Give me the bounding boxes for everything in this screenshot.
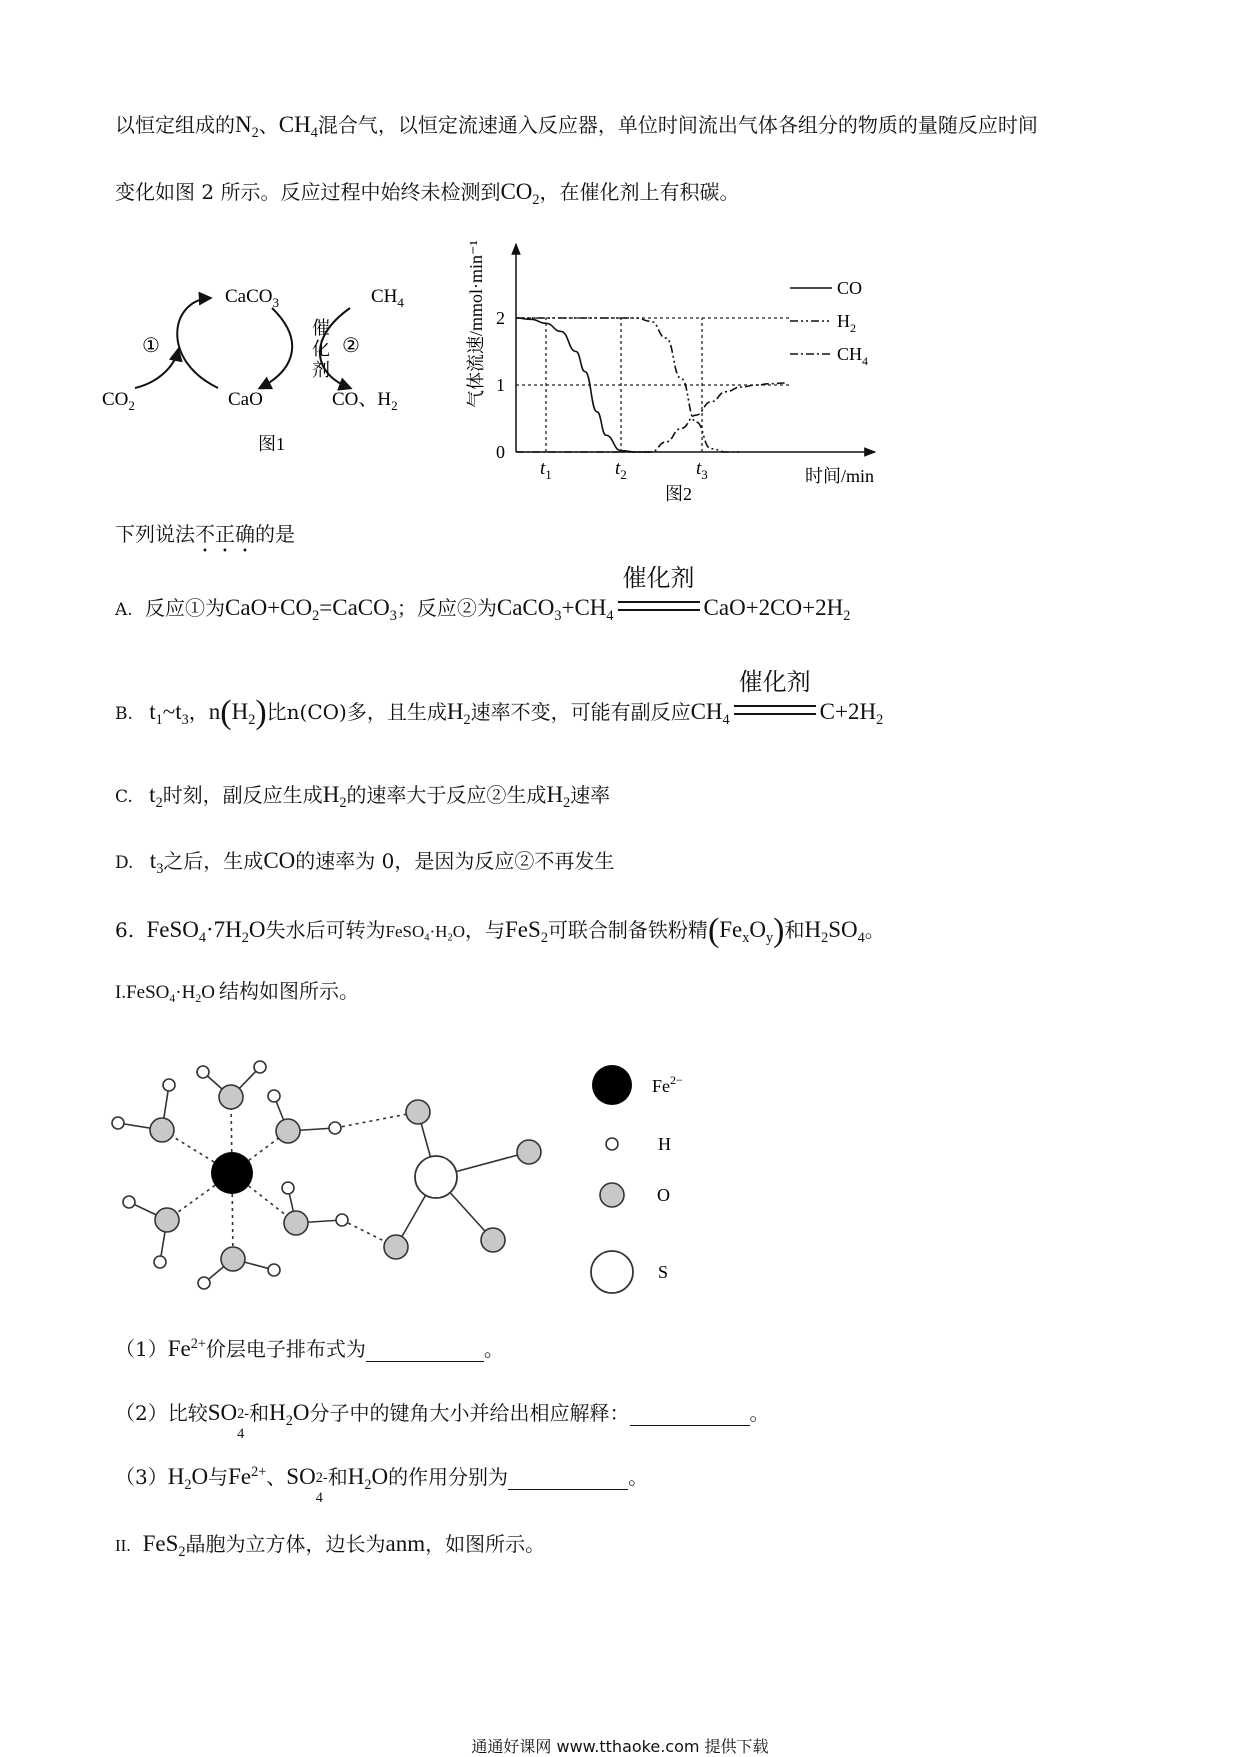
sulfur-atom [415,1156,457,1198]
answer-blank-2[interactable] [630,1405,750,1426]
x-axis-label: 时间/min [805,466,875,486]
legend-fe-label: $Fe^{2-}$ [652,1073,683,1096]
legend-label-h: $H_2$ [837,311,856,335]
part-i-heading: $I.FeSO_4\cdot H_2O$ 结构如图所示。 [115,979,359,1006]
arrow-cao-to-caco3 [177,298,218,388]
figure-2-flow-rate-chart [460,238,980,508]
legend-label-co: CO [837,278,863,298]
intro-line-1: 以恒定组成的$N_2$、$CH_4$混合气，以恒定流速通入反应器，单位时间流出气体各组分的物质的量随反应时间 [115,112,1038,141]
x-tick-label-t2: $t_2$ [615,458,627,482]
answer-blank-1[interactable] [366,1341,484,1362]
subquestion-1: $(1)Fe^{2+}$价层电子排布式为 。 [115,1336,504,1361]
cao-label: CaO [228,389,263,410]
catalyst-condition-a: 催化剂 [618,598,700,618]
x-tick-label-t1: $t_1$ [540,458,552,482]
subquestion-3: $(3)H_2O$与$Fe^{2+}$、SO 2- 4 和$H_2O$的作用分别为 。 [115,1464,649,1506]
y-axis-label: 气体流速/mmol·min⁻¹ [466,240,486,408]
figure-2-caption: 图2 [665,484,692,504]
iron-atom [211,1152,253,1194]
series-line-h2 [516,318,741,452]
option-a[interactable]: A. 反应①为$CaO+CO_2=CaCO_3$；反应②为$CaCO_3+CH_4$ 催化剂 $CaO+2CO+2H_2$ [115,564,851,624]
page-footer: 通通好课网 www.tthaoke.com 提供下载 [471,1737,769,1756]
caco3-label: CaCO$_3$ [225,286,279,310]
catalyst-char-1: 催 [312,318,330,338]
y-tick-label-1: 1 [496,375,505,395]
step-2-label: ② [342,335,360,357]
legend-s-swatch [591,1251,633,1293]
legend-o-label: O [657,1185,670,1205]
co2-label: $CO_2$ [102,389,135,413]
arrow-caco3-to-cao [260,308,292,388]
option-b[interactable]: B. $t_1\sim t_3$，$n(H_2)$比n(CO)多，且生成$H_2$速率不变，可能有副反应$CH_4$ 催化剂 $C+2H_2$ [115,668,884,731]
question-6: 6. $FeSO_4\cdot 7H_2O$失水后可转为$FeSO_4\cdot H_2O$，与FeS$_2$可联合制备铁粉精$(Fe_xO_y)$和$H_2SO_4$。 [115,912,885,949]
ch4-label: $CH_4$ [371,286,404,310]
subquestion-2: （2）比较SO 2- 4 和$H_2O$分子中的键角大小并给出相应解释： 。 [115,1400,770,1442]
figure-1-cycle-diagram [100,270,460,460]
answer-blank-3[interactable] [508,1469,628,1490]
y-tick-label-2: 2 [496,308,505,328]
legend-h-label: H [658,1134,671,1154]
y-tick-label-0: 0 [496,442,505,462]
legend-label-ch: $CH_4$ [837,344,869,368]
x-tick-label-t3: $t_3$ [696,458,708,482]
legend-h-swatch [606,1138,618,1150]
series-line-ch4 [516,383,786,452]
figure-1-caption: 图1 [258,434,285,454]
catalyst-char-3: 剂 [312,360,330,380]
catalyst-char-2: 化 [312,339,330,359]
catalyst-condition-b: 催化剂 [734,702,816,722]
step-1-label: ① [142,335,160,357]
intro-line-2: 变化如图 2 所示。反应过程中始终未检测到$CO_2$，在催化剂上有积碳。 [115,179,740,208]
part-ii-heading: II. FeS$_2$晶胞为立方体，边长为anm，如图所示。 [115,1531,546,1560]
legend-fe-swatch [592,1065,632,1105]
feso4-h2o-structure-diagram [100,1020,720,1310]
option-c[interactable]: C. $t_2$时刻，副反应生成$H_2$的速率大于反应②生成$H_2$速率 [115,782,611,811]
legend-s-label: S [658,1262,669,1282]
legend-o-swatch [600,1183,624,1207]
products-label: CO、$H_2$ [332,389,398,413]
option-d[interactable]: D. $t_3$之后，生成CO的速率为 0，是因为反应②不再发生 [115,848,615,877]
question-stem: 下列说法不正确的是 [115,522,295,546]
